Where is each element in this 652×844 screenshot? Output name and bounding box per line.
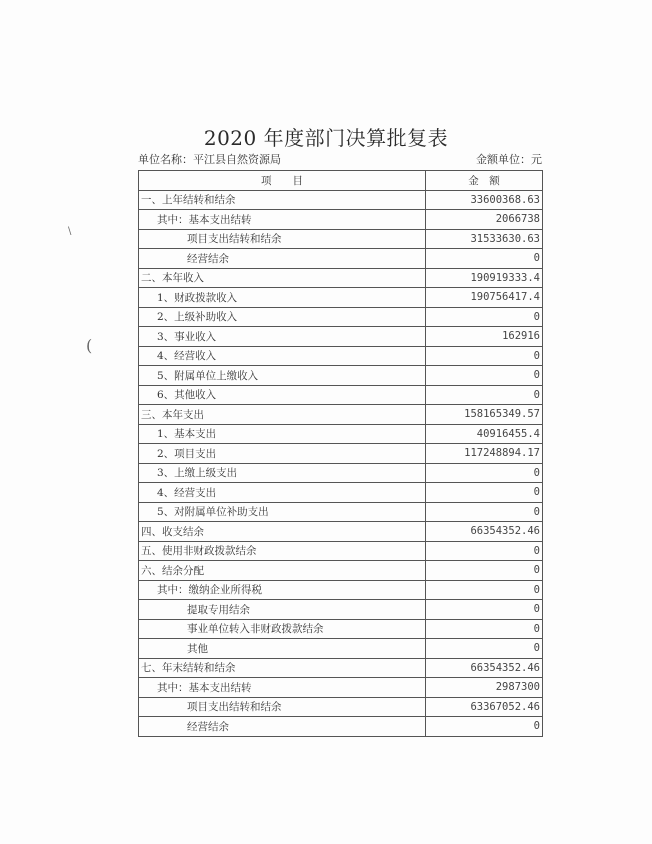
table-row [139, 424, 543, 444]
table-row [139, 229, 543, 249]
table-row [139, 658, 543, 678]
row-amount: 162916 [426, 327, 543, 347]
row-item: 事业单位转入非财政拨款结余 [139, 619, 426, 639]
table-row [139, 678, 543, 698]
row-item: 其中：基本支出结转 [139, 210, 426, 230]
row-item: 3、事业收入 [139, 327, 426, 347]
budget-table [138, 170, 543, 737]
row-amount: 0 [426, 346, 543, 366]
row-amount: 2987300 [426, 678, 543, 698]
row-amount: 0 [426, 249, 543, 269]
row-item: 3、上缴上级支出 [139, 463, 426, 483]
table-row [139, 600, 543, 620]
row-amount: 66354352.46 [426, 658, 543, 678]
row-item: 4、经营支出 [139, 483, 426, 503]
table-row [139, 366, 543, 386]
row-item: 2、项目支出 [139, 444, 426, 464]
table-row [139, 697, 543, 717]
table-row [139, 346, 543, 366]
table-row [139, 522, 543, 542]
row-amount: 0 [426, 483, 543, 503]
row-amount: 0 [426, 502, 543, 522]
row-item: 5、附属单位上缴收入 [139, 366, 426, 386]
table-row [139, 327, 543, 347]
row-item: 其他 [139, 639, 426, 659]
row-amount: 158165349.57 [426, 405, 543, 425]
row-item: 三、本年支出 [139, 405, 426, 425]
row-amount: 2066738 [426, 210, 543, 230]
scan-mark: ( [86, 336, 93, 355]
row-amount: 190919333.4 [426, 268, 543, 288]
table-row [139, 580, 543, 600]
row-item: 2、上级补助收入 [139, 307, 426, 327]
row-amount: 190756417.4 [426, 288, 543, 308]
row-amount: 33600368.63 [426, 190, 543, 210]
row-item: 项目支出结转和结余 [139, 697, 426, 717]
table-row [139, 288, 543, 308]
table-row [139, 619, 543, 639]
row-item: 提取专用结余 [139, 600, 426, 620]
row-amount: 117248894.17 [426, 444, 543, 464]
row-item: 经营结余 [139, 717, 426, 737]
row-amount: 0 [426, 366, 543, 386]
scan-mark: \ [68, 226, 72, 237]
table-row [139, 541, 543, 561]
row-item: 其中：缴纳企业所得税 [139, 580, 426, 600]
table-row [139, 268, 543, 288]
row-amount: 0 [426, 541, 543, 561]
table-row [139, 444, 543, 464]
table-row [139, 502, 543, 522]
table-row [139, 463, 543, 483]
row-amount: 66354352.46 [426, 522, 543, 542]
table-row [139, 249, 543, 269]
amount-unit: 金额单位：元 [476, 153, 542, 166]
row-item: 六、结余分配 [139, 561, 426, 581]
row-item: 1、财政拨款收入 [139, 288, 426, 308]
row-item: 项目支出结转和结余 [139, 229, 426, 249]
unit-name: 单位名称：平江县自然资源局 [138, 153, 281, 166]
row-amount: 40916455.4 [426, 424, 543, 444]
table-row [139, 307, 543, 327]
row-amount: 0 [426, 619, 543, 639]
table-row [139, 717, 543, 737]
row-amount: 0 [426, 580, 543, 600]
table-row [139, 561, 543, 581]
row-item: 5、对附属单位补助支出 [139, 502, 426, 522]
row-amount: 63367052.46 [426, 697, 543, 717]
row-item: 6、其他收入 [139, 385, 426, 405]
row-amount: 31533630.63 [426, 229, 543, 249]
table-row [139, 210, 543, 230]
row-amount: 0 [426, 561, 543, 581]
row-amount: 0 [426, 385, 543, 405]
table-row [139, 190, 543, 210]
page-title: 2020 年度部门决算批复表 [203, 126, 449, 150]
table-row [139, 639, 543, 659]
row-item: 经营结余 [139, 249, 426, 269]
row-amount: 0 [426, 717, 543, 737]
row-amount: 0 [426, 639, 543, 659]
row-item: 一、上年结转和结余 [139, 190, 426, 210]
row-item: 四、收支结余 [139, 522, 426, 542]
table-row [139, 385, 543, 405]
table-header-row [139, 171, 543, 191]
row-amount: 0 [426, 600, 543, 620]
row-item: 五、使用非财政拨款结余 [139, 541, 426, 561]
table-row [139, 483, 543, 503]
row-amount: 0 [426, 463, 543, 483]
row-amount: 0 [426, 307, 543, 327]
header-item: 项 目 [139, 171, 426, 191]
row-item: 七、年末结转和结余 [139, 658, 426, 678]
table-row [139, 405, 543, 425]
row-item: 4、经营收入 [139, 346, 426, 366]
row-item: 其中：基本支出结转 [139, 678, 426, 698]
row-item: 二、本年收入 [139, 268, 426, 288]
header-amount: 金 额 [426, 171, 543, 191]
row-item: 1、基本支出 [139, 424, 426, 444]
